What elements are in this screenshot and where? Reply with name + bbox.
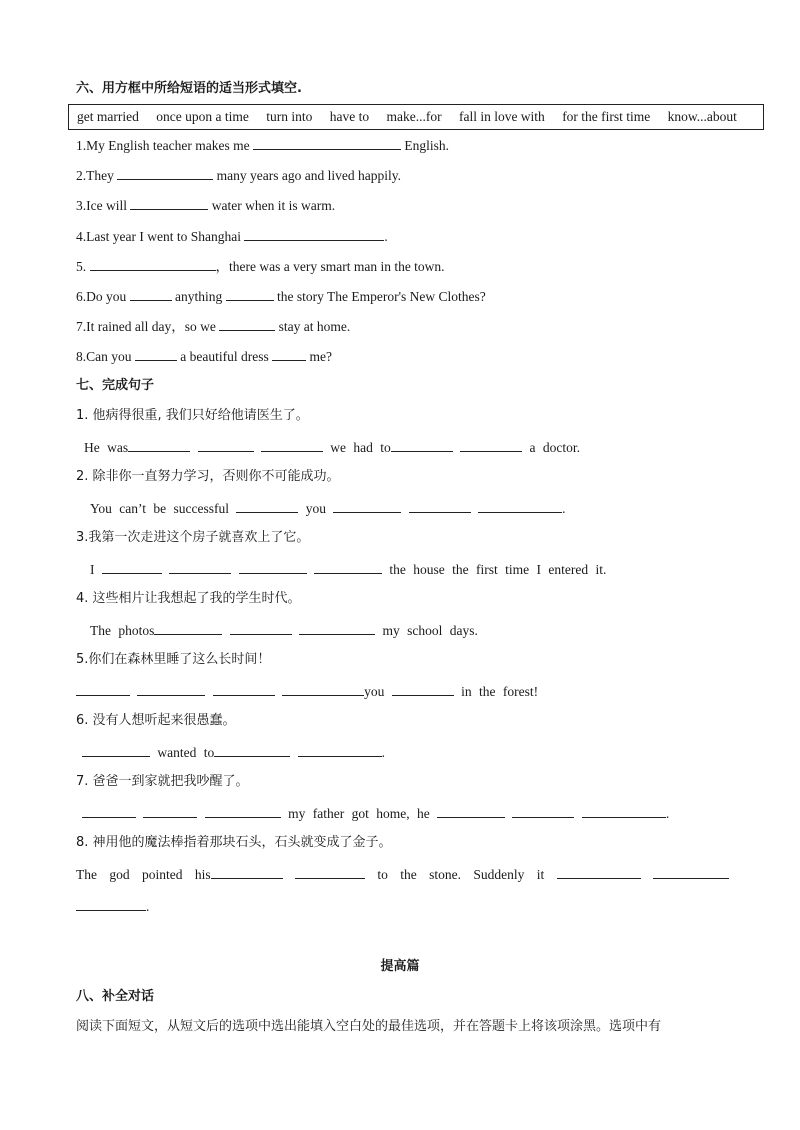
answer-blank[interactable] [117,165,213,180]
question-8: 8.Can you a beautiful dress me? [76,346,332,366]
phrase-item: once upon a time [156,109,249,124]
phrase-item: turn into [266,109,313,124]
advanced-title: 提高篇 [380,959,420,974]
sentence-8-chinese: 8. 神用他的魔法棒指着那块石头，石头就变成了金子。 [76,835,392,850]
question-4: 4.Last year I went to Shanghai . [76,226,388,246]
phrase-item: fall in love with [458,109,545,124]
sentence-2-chinese: 2. 除非你一直努力学习，否则你不可能成功。 [76,469,340,484]
sentence-8-english: The god pointed his to the stone. Suddenly it [76,864,729,884]
answer-blank[interactable] [478,498,562,513]
phrase-item: get married [77,109,139,124]
sentence-7-chinese: 7. 爸爸一到家就把我吵醒了。 [76,774,249,789]
answer-blank[interactable] [128,437,190,452]
answer-blank[interactable] [130,286,172,301]
answer-blank[interactable] [392,681,454,696]
answer-blank[interactable] [230,620,292,635]
answer-blank[interactable] [253,135,401,150]
answer-blank[interactable] [314,559,382,574]
answer-blank[interactable] [219,316,275,331]
question-6: 6.Do you anything the story The Emperor's New Clothes? [76,286,486,306]
sentence-1-chinese: 1. 他病得很重, 我们只好给他请医生了。 [76,408,309,423]
section7-title: 七、完成句子 [76,378,155,393]
answer-blank[interactable] [460,437,522,452]
phrase-box [68,104,764,130]
answer-blank[interactable] [409,498,471,513]
phrase-item: for the first time [562,109,651,124]
sentence-7-english: my father got home, he . [82,803,669,823]
phrase-list [77,108,737,126]
answer-blank[interactable] [298,742,382,757]
answer-blank[interactable] [333,498,401,513]
phrase-item: have to [329,109,370,124]
answer-blank[interactable] [82,803,136,818]
answer-blank[interactable] [261,437,323,452]
sentence-3-chinese: 3.我第一次走进这个房子就喜欢上了它。 [76,530,310,545]
answer-blank[interactable] [299,620,375,635]
question-2: 2.They many years ago and lived happily. [76,165,401,185]
sentence-5-chinese: 5.你们在森林里睡了这么长时间！ [76,652,271,667]
sentence-6-chinese: 6. 没有人想听起来很愚蠢。 [76,713,236,728]
answer-blank[interactable] [512,803,574,818]
answer-blank[interactable] [282,681,364,696]
question-5: 5. ，there was a very smart man in the town. [76,256,445,276]
answer-blank[interactable] [557,864,641,879]
answer-blank[interactable] [437,803,505,818]
answer-blank[interactable] [391,437,453,452]
answer-blank[interactable] [653,864,729,879]
answer-blank[interactable] [169,559,231,574]
question-7: 7.It rained all day，so we stay at home. [76,316,350,336]
answer-blank[interactable] [226,286,274,301]
answer-blank[interactable] [90,256,216,271]
question-3: 3.Ice will water when it is warm. [76,195,335,215]
answer-blank[interactable] [135,346,177,361]
sentence-4-english: The photos my school days. [90,620,478,640]
question-1: 1.My English teacher makes me English. [76,135,449,155]
answer-blank[interactable] [82,742,150,757]
answer-blank[interactable] [130,195,208,210]
section6-title: 六、用方框中所给短语的适当形式填空. [76,81,302,96]
sentence-4-chinese: 4. 这些相片让我想起了我的学生时代。 [76,591,301,606]
answer-blank[interactable] [137,681,205,696]
sentence-5-english: you in the forest! [76,681,538,701]
sentence-3-english: I the house the first time I entered it. [90,559,606,579]
answer-blank[interactable] [102,559,162,574]
answer-blank[interactable] [211,864,283,879]
section8-instruction: 阅读下面短文，从短文后的选项中选出能填入空白处的最佳选项，并在答题卡上将该项涂黑。选项中有 [76,1019,662,1034]
answer-blank[interactable] [198,437,254,452]
section8-title: 八、补全对话 [76,989,155,1004]
answer-blank[interactable] [236,498,298,513]
sentence-8-continued: . [76,896,149,916]
sentence-2-english: You can’t be successful you . [90,498,565,518]
answer-blank[interactable] [76,896,146,911]
answer-blank[interactable] [582,803,666,818]
answer-blank[interactable] [272,346,306,361]
answer-blank[interactable] [214,742,290,757]
answer-blank[interactable] [295,864,365,879]
sentence-6-english: wanted to . [82,742,385,762]
answer-blank[interactable] [239,559,307,574]
answer-blank[interactable] [205,803,281,818]
answer-blank[interactable] [244,226,384,241]
answer-blank[interactable] [76,681,130,696]
sentence-1-english: He was we had to a doctor. [84,437,580,457]
answer-blank[interactable] [143,803,197,818]
phrase-item: make...for [386,109,442,124]
answer-blank[interactable] [213,681,275,696]
phrase-item: know...about [667,109,737,124]
answer-blank[interactable] [154,620,222,635]
